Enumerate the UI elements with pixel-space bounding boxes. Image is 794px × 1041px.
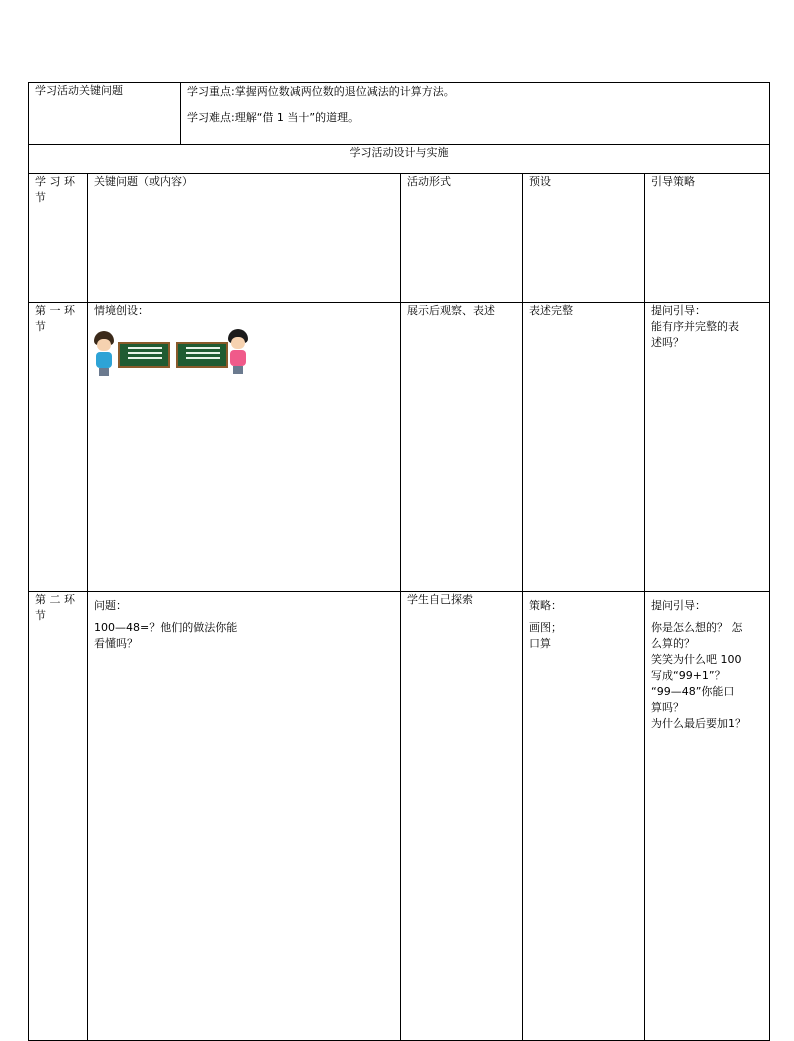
- table-row: [29, 592, 770, 1041]
- column-header-row: [29, 174, 770, 303]
- learning-focus-cell: [181, 83, 770, 145]
- column-header-strategy: 引导策略: [645, 174, 770, 303]
- column-header-stage: [29, 174, 88, 303]
- learning-focus: 学习重点:掌握两位数减两位数的退位减法的计算方法。: [187, 85, 455, 98]
- strategy-line: 提问引导：: [651, 304, 706, 317]
- key-question-label-text: 学习活动关键问题: [35, 84, 123, 97]
- column-header-stage-line1: 学 习 环: [35, 175, 75, 188]
- strategy-cell: [645, 303, 770, 592]
- strategy-line: 么算的？: [651, 637, 695, 650]
- preset-line: 口算: [529, 637, 551, 650]
- question-line: 100—48=？他们的做法你能: [94, 621, 238, 634]
- lesson-plan-table: [28, 82, 770, 1041]
- girl-figure: [228, 329, 248, 374]
- column-header-question: 关键问题（或内容）: [88, 174, 401, 303]
- section-title-row: [29, 145, 770, 174]
- learning-difficulty: 学习难点:理解“借 1 当十”的道理。: [187, 111, 360, 124]
- strategy-line: 笑笑为什么吧 100: [651, 653, 742, 666]
- question-text: 情境创设：: [94, 304, 149, 317]
- strategy-line: 你是怎么想的？ 怎: [651, 621, 743, 634]
- activity-cell: 学生自己探索: [401, 592, 523, 1041]
- stage-cell: [29, 592, 88, 1041]
- strategy-cell: [645, 592, 770, 1041]
- question-cell: [88, 303, 401, 592]
- preset-line: 画图；: [529, 621, 562, 634]
- strategy-line: 为什么最后要加1？: [651, 717, 746, 730]
- stage-line2: 节: [35, 320, 46, 333]
- chalkboard-right: [176, 342, 228, 368]
- question-line: 问题：: [94, 599, 127, 612]
- preset-cell: 表述完整: [523, 303, 645, 592]
- strategy-line: 能有序并完整的表: [651, 320, 739, 333]
- boy-figure: [94, 331, 114, 376]
- activity-cell: 展示后观察、表述: [401, 303, 523, 592]
- section-title: 学习活动设计与实施: [29, 145, 770, 174]
- question-cell: [88, 592, 401, 1041]
- preset-cell: [523, 592, 645, 1041]
- strategy-line: 写成“99+1”？: [651, 669, 726, 682]
- key-question-label: [29, 83, 181, 145]
- stage-line1: 第 二 环: [35, 593, 75, 606]
- column-header-stage-line2: 节: [35, 191, 46, 204]
- strategy-line: 述吗？: [651, 336, 684, 349]
- stage-line2: 节: [35, 609, 46, 622]
- strategy-line: 提问引导：: [651, 599, 706, 612]
- chalkboard-left: [118, 342, 170, 368]
- stage-line1: 第 一 环: [35, 304, 75, 317]
- strategy-line: “99—48”你能口: [651, 685, 735, 698]
- key-question-row: [29, 83, 770, 145]
- column-header-activity: 活动形式: [401, 174, 523, 303]
- question-line: 看懂吗？: [94, 637, 138, 650]
- stage-cell: [29, 303, 88, 592]
- column-header-preset: 预设: [523, 174, 645, 303]
- table-row: [29, 303, 770, 592]
- scene-illustration: [94, 327, 248, 383]
- strategy-line: 算吗？: [651, 701, 684, 714]
- preset-line: 策略：: [529, 599, 562, 612]
